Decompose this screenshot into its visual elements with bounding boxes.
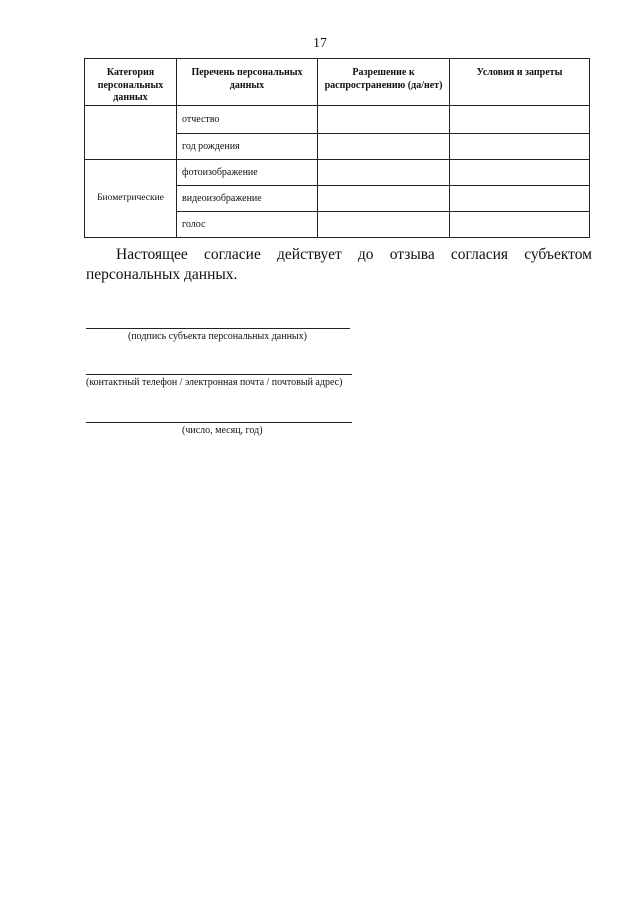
permission-cell[interactable] [318,159,450,185]
category-cell: Биометрические [85,159,177,237]
permission-cell[interactable] [318,105,450,133]
date-line[interactable] [86,422,352,423]
table-row [85,105,590,133]
conditions-cell[interactable] [450,211,590,237]
data-item-cell: голос [177,211,318,237]
consent-statement: Настоящее согласие действует до отзыва согласия субъектом персональных данных. [86,246,592,283]
contact-caption: (контактный телефон / электронная почта / почтовый адрес) [86,377,343,388]
signature-line[interactable] [86,328,350,329]
table-header-row [85,59,590,106]
page-number: 17 [313,36,327,51]
permission-cell[interactable] [318,211,450,237]
header-data-list: Перечень персональных данных [177,59,318,106]
conditions-cell[interactable] [450,185,590,211]
conditions-cell[interactable] [450,105,590,133]
conditions-cell[interactable] [450,133,590,159]
data-item-cell: видеоизображение [177,185,318,211]
personal-data-table [84,58,590,238]
data-item-cell: отчество [177,105,318,133]
data-item-cell: фотоизображение [177,159,318,185]
date-caption: (число, месяц, год) [182,425,263,436]
permission-cell[interactable] [318,185,450,211]
data-item-cell: год рождения [177,133,318,159]
signature-caption: (подпись субъекта персональных данных) [128,331,307,342]
conditions-cell[interactable] [450,159,590,185]
contact-line[interactable] [86,374,352,375]
table-row [85,159,590,185]
header-conditions: Условия и запреты [450,59,590,106]
header-permission: Разрешение к распространению (да/нет) [318,59,450,106]
header-category: Категория персональных данных [85,59,177,106]
category-cell [85,105,177,159]
permission-cell[interactable] [318,133,450,159]
